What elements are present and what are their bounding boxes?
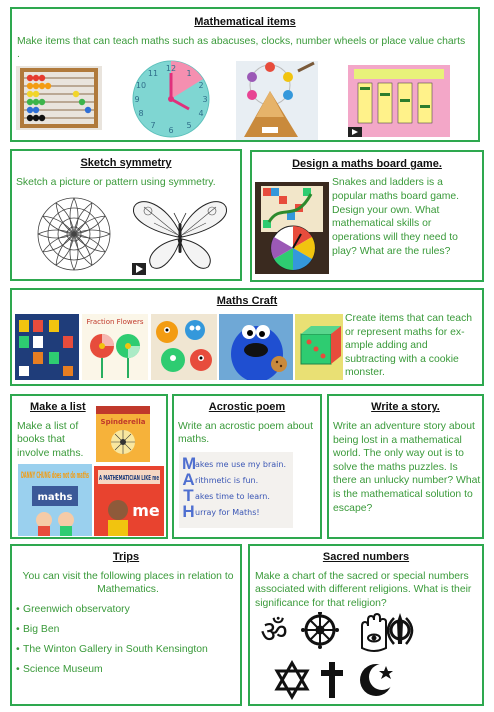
book-danny-chung-title: DANNY CHUNG does not do maths <box>21 471 89 481</box>
cookie-dice-image <box>295 314 343 380</box>
svg-text:maths: maths <box>37 492 73 503</box>
sketch-symmetry-title: Sketch symmetry <box>80 157 172 169</box>
sketch-symmetry-text: Sketch a picture or pattern using symmetry. <box>16 177 216 188</box>
poem-letter: H <box>182 502 195 521</box>
list-item: • Big Ben <box>16 624 240 636</box>
board-game-title: Design a maths board game. <box>292 158 442 170</box>
number-cards-image <box>15 314 79 380</box>
acrostic-poem-title: Acrostic poem <box>208 401 286 413</box>
poem-text: rithmetic is fun. <box>195 475 259 485</box>
board-game-panel <box>250 150 484 282</box>
poem-line <box>182 504 290 520</box>
list-item: • The Winton Gallery in South Kensington <box>16 644 240 656</box>
write-story-panel <box>327 394 484 539</box>
sacred-numbers-panel <box>248 544 484 706</box>
acrostic-poem-card <box>179 452 293 528</box>
svg-text:10: 10 <box>135 81 147 90</box>
mathematical-items-title: Mathematical items <box>194 16 296 28</box>
trips-title: Trips <box>112 551 140 563</box>
book-danny-chung <box>18 464 92 536</box>
place-value-chart-image <box>348 65 450 137</box>
poem-text: akes time to learn. <box>195 491 270 501</box>
board-game-text: Snakes and ladders is a popular maths board game. Design your own. What mathematical skills or operations will they need to play? What are the rules? <box>332 177 460 257</box>
sacred-numbers-text: Make a chart of the sacred or special numbers associated with different religions. What is their significance for that religion? <box>255 571 472 609</box>
svg-text:4: 4 <box>198 109 204 118</box>
trips-panel <box>10 544 242 706</box>
book-spinderella-title: Spinderella <box>100 418 146 426</box>
fraction-flowers-image <box>82 314 148 380</box>
sacred-numbers-title: Sacred numbers <box>322 551 410 563</box>
write-story-text: Write an adventure story about being lost in a mathematical world. The only way out is to solve the maths puzzles. Is there an unlucky number? What is the mathematical solution to escape? <box>333 421 481 514</box>
svg-text:7: 7 <box>150 121 156 130</box>
monsters-image <box>151 314 217 380</box>
list-item: • Science Museum <box>16 664 240 676</box>
write-story-title: Write a story. <box>371 401 440 413</box>
poem-line <box>182 472 290 488</box>
maths-craft-panel <box>10 288 484 386</box>
svg-text:ॐ: ॐ <box>260 615 288 650</box>
religious-symbols-image <box>258 612 416 700</box>
svg-text:2: 2 <box>198 81 204 90</box>
acrostic-poem-panel <box>172 394 322 539</box>
poem-line <box>182 456 290 472</box>
om-icon <box>260 615 287 650</box>
make-list-text: Make a list of books that involve maths. <box>17 421 84 459</box>
mandala-image <box>28 193 120 275</box>
book-spinderella <box>96 406 150 462</box>
svg-text:me: me <box>132 501 160 520</box>
cookie-monster-image <box>219 314 293 380</box>
svg-text:8: 8 <box>138 109 144 118</box>
poem-line <box>182 488 290 504</box>
book-mathematician-title: A MATHEMATICIAN LIKE me <box>99 474 160 482</box>
poem-letter: T <box>183 486 194 505</box>
maths-craft-text: Create items that can teach or represent maths for ex-ample adding and subtracting with a cookie monster. <box>345 313 473 379</box>
poem-letter: A <box>182 470 195 489</box>
abacus-image <box>16 66 102 130</box>
book-mathematician-like-me <box>94 466 164 536</box>
mathematical-items-text: Make items that can teach maths such as abacuses, clocks, number wheels or place value charts . <box>17 36 466 61</box>
butterfly-image <box>130 193 230 277</box>
sketch-symmetry-panel <box>10 149 242 281</box>
mathematical-items-panel <box>10 7 480 142</box>
svg-text:11: 11 <box>147 69 159 78</box>
trips-text: You can visit the following places in relation to Mathematics. <box>22 571 234 596</box>
trips-list <box>16 604 240 684</box>
maths-craft-title: Maths Craft <box>216 295 278 307</box>
svg-text:3: 3 <box>202 95 208 104</box>
fraction-flowers-label: Fraction Flowers <box>86 318 144 326</box>
make-list-title: Make a list <box>30 401 86 413</box>
board-game-image <box>255 182 329 274</box>
poem-text: akes me use my brain. <box>195 459 287 469</box>
make-list-panel <box>10 394 168 539</box>
clock-image <box>115 59 227 139</box>
svg-text:5: 5 <box>186 121 192 130</box>
poem-letter: M <box>182 454 197 473</box>
poem-text: urray for Maths! <box>195 507 260 517</box>
acrostic-poem-text: Write an acrostic poem about maths. <box>178 421 313 446</box>
svg-text:1: 1 <box>186 69 192 78</box>
number-wheel-image <box>236 61 318 141</box>
list-item: • Greenwich observatory <box>16 604 240 616</box>
svg-text:9: 9 <box>134 95 140 104</box>
svg-text:6: 6 <box>168 126 174 135</box>
svg-text:12: 12 <box>165 64 177 73</box>
